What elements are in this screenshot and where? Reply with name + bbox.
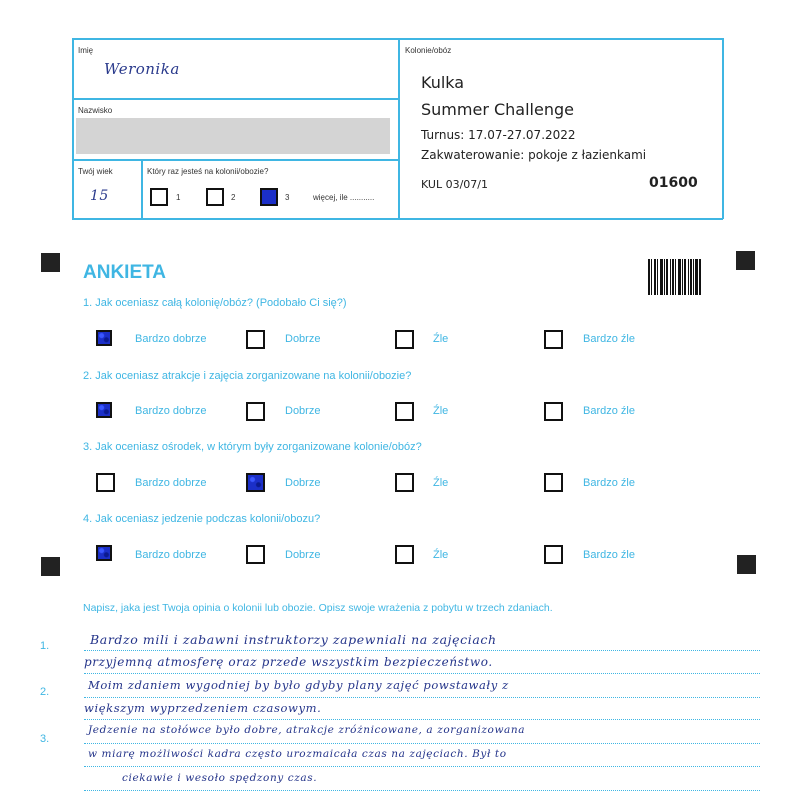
- answer-line-7[interactable]: ciekawie i wesoło spędzony czas.: [122, 772, 318, 784]
- answer-line-3[interactable]: Moim zdaniem wygodniej by było gdyby plany zajęć powstawały z: [88, 678, 509, 692]
- writing-line: [84, 650, 760, 651]
- camp-label: Kolonie/obóz: [405, 46, 452, 55]
- answer-line-5[interactable]: Jedzenie na stołówce było dobre, atrakcje zróżnicowane, a zorganizowana: [88, 724, 526, 736]
- turnus: Turnus: 17.07-27.07.2022: [421, 128, 576, 142]
- q4-bardzo-zle-checkbox[interactable]: [544, 545, 563, 564]
- q3-dobrze-checkbox[interactable]: [246, 473, 265, 492]
- q3-option-label: Źle: [433, 477, 449, 489]
- q2-bardzo-zle-checkbox[interactable]: [544, 402, 563, 421]
- writing-line: [84, 766, 760, 767]
- surname-redacted-field[interactable]: [76, 118, 390, 154]
- question-4: 4. Jak oceniasz jedzenie podczas kolonii/obozu?: [83, 513, 321, 525]
- times-option-3: 3: [285, 193, 290, 202]
- q4-option-label: Bardzo źle: [583, 549, 635, 561]
- camp-name: Kulka: [421, 73, 465, 92]
- times-checkbox-2[interactable]: [206, 188, 224, 206]
- times-option-more: więcej, ile ...........: [313, 193, 375, 202]
- q1-option-label: Bardzo źle: [583, 333, 635, 345]
- q3-bardzo-zle-checkbox[interactable]: [544, 473, 563, 492]
- camp-program: Summer Challenge: [421, 100, 574, 119]
- q4-option-label: Bardzo dobrze: [135, 549, 207, 561]
- q1-dobrze-checkbox[interactable]: [246, 330, 265, 349]
- q2-option-label: Źle: [433, 405, 449, 417]
- question-3: 3. Jak oceniasz ośrodek, w którym były zorganizowane kolonie/obóz?: [83, 441, 422, 453]
- answer-line-2[interactable]: przyjemną atmosferę oraz przede wszystkim bezpieczeństwo.: [84, 655, 493, 669]
- age-value[interactable]: 15: [90, 188, 109, 204]
- line-number-2: 2.: [40, 686, 50, 698]
- q4-bardzo-dobrze-checkbox[interactable]: [96, 545, 112, 561]
- writing-line: [84, 743, 760, 744]
- q1-option-label: Bardzo dobrze: [135, 333, 207, 345]
- q4-dobrze-checkbox[interactable]: [246, 545, 265, 564]
- name-value[interactable]: Weronika: [104, 60, 180, 78]
- answer-line-4[interactable]: większym wyprzedzeniem czasowym.: [84, 701, 322, 715]
- q2-option-label: Dobrze: [285, 405, 321, 417]
- times-option-1: 1: [176, 193, 181, 202]
- question-1: 1. Jak oceniasz całą kolonię/obóz? (Podobało Ci się?): [83, 297, 347, 309]
- camp-number: 01600: [649, 175, 698, 191]
- times-checkbox-1[interactable]: [150, 188, 168, 206]
- q2-bardzo-dobrze-checkbox[interactable]: [96, 402, 112, 418]
- registration-marker-top-right: [736, 251, 755, 270]
- q3-option-label: Bardzo dobrze: [135, 477, 207, 489]
- q4-zle-checkbox[interactable]: [395, 545, 414, 564]
- q3-zle-checkbox[interactable]: [395, 473, 414, 492]
- registration-marker-bottom-right: [737, 555, 756, 574]
- line-number-1: 1.: [40, 640, 50, 652]
- q2-option-label: Bardzo źle: [583, 405, 635, 417]
- accommodation: Zakwaterowanie: pokoje z łazienkami: [421, 148, 647, 162]
- line-number-3: 3.: [40, 733, 50, 745]
- surname-label: Nazwisko: [78, 106, 113, 115]
- q1-option-label: Dobrze: [285, 333, 321, 345]
- q2-zle-checkbox[interactable]: [395, 402, 414, 421]
- camp-code: KUL 03/07/1: [421, 178, 488, 191]
- age-label: Twój wiek: [78, 167, 113, 176]
- q1-zle-checkbox[interactable]: [395, 330, 414, 349]
- name-label: Imię: [78, 46, 94, 55]
- times-label: Który raz jesteś na kolonii/obozie?: [147, 167, 269, 176]
- survey-title: ANKIETA: [83, 262, 167, 283]
- opinion-prompt: Napisz, jaka jest Twoja opinia o kolonii lub obozie. Opisz swoje wrażenia z pobytu w trzech zdaniach.: [83, 602, 553, 614]
- q1-option-label: Źle: [433, 333, 449, 345]
- q4-option-label: Źle: [433, 549, 449, 561]
- writing-line: [84, 719, 760, 720]
- q2-option-label: Bardzo dobrze: [135, 405, 207, 417]
- writing-line: [84, 673, 760, 674]
- question-2: 2. Jak oceniasz atrakcje i zajęcia zorganizowane na kolonii/obozie?: [83, 370, 412, 382]
- times-option-2: 2: [231, 193, 236, 202]
- q1-bardzo-dobrze-checkbox[interactable]: [96, 330, 112, 346]
- writing-line: [84, 697, 760, 698]
- answer-line-6[interactable]: w miarę możliwości kadra często urozmaicała czas na zajęciach. Był to: [88, 748, 507, 760]
- registration-marker-bottom-left: [41, 557, 60, 576]
- answer-line-1[interactable]: Bardzo mili i zabawni instruktorzy zapewniali na zajęciach: [90, 632, 497, 647]
- registration-marker-top-left: [41, 253, 60, 272]
- q3-bardzo-dobrze-checkbox[interactable]: [96, 473, 115, 492]
- barcode: [648, 259, 701, 295]
- q1-bardzo-zle-checkbox[interactable]: [544, 330, 563, 349]
- q4-option-label: Dobrze: [285, 549, 321, 561]
- writing-line: [84, 790, 760, 791]
- q3-option-label: Bardzo źle: [583, 477, 635, 489]
- q2-dobrze-checkbox[interactable]: [246, 402, 265, 421]
- q3-option-label: Dobrze: [285, 477, 321, 489]
- times-checkbox-3[interactable]: [260, 188, 278, 206]
